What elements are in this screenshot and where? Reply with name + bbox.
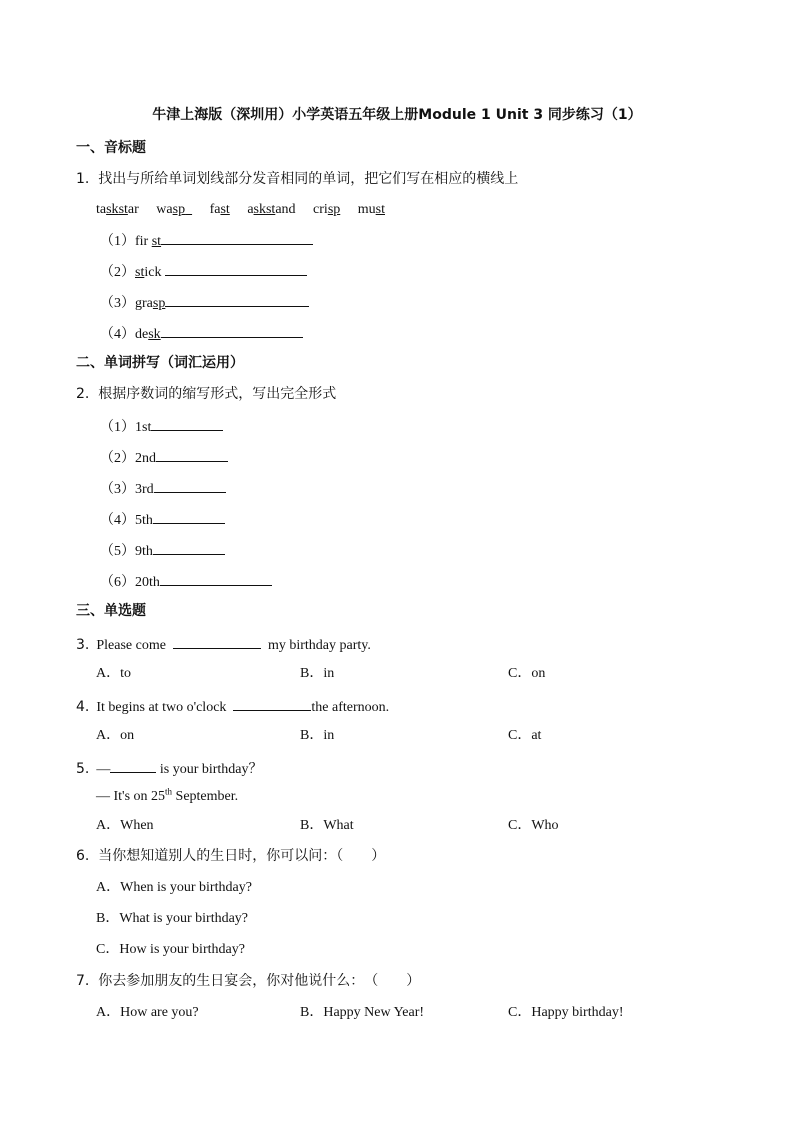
question-6 bbox=[76, 847, 385, 865]
question-number: 6. bbox=[76, 848, 90, 864]
answer-blank[interactable] bbox=[233, 696, 311, 711]
q2-item-5: （5）9th bbox=[100, 540, 225, 561]
question-number: 5. bbox=[76, 761, 90, 777]
q2-item-6: （6）20th bbox=[100, 571, 272, 592]
section-heading-phonetics: 一、音标题 bbox=[76, 140, 146, 156]
option-a[interactable]: A．on bbox=[96, 728, 135, 743]
question-1-stem bbox=[76, 170, 518, 188]
section-heading-single-choice: 三、单选题 bbox=[76, 603, 146, 619]
answer-blank[interactable] bbox=[165, 292, 309, 307]
option-b[interactable]: B．What is your birthday? bbox=[96, 911, 249, 926]
answer-blank[interactable] bbox=[156, 447, 228, 462]
q1-item-2: （2）stick bbox=[100, 261, 307, 282]
answer-blank[interactable] bbox=[161, 230, 313, 245]
given-word: taskstar bbox=[96, 202, 139, 217]
option-a[interactable]: A．When bbox=[96, 818, 154, 833]
given-words-row bbox=[96, 201, 399, 219]
q2-item-1: （1）1st bbox=[100, 416, 223, 437]
question-5: 5. — is your birthday？ bbox=[76, 758, 263, 779]
question-number: 2. bbox=[76, 386, 90, 402]
question-7 bbox=[76, 972, 420, 990]
option-c[interactable]: C．Who bbox=[508, 818, 559, 833]
answer-blank[interactable] bbox=[161, 323, 303, 338]
answer-blank[interactable] bbox=[173, 634, 261, 649]
question-number: 4. bbox=[76, 699, 90, 715]
question-text: 根据序数词的缩写形式，写出完全形式 bbox=[98, 386, 337, 402]
option-a[interactable]: A．to bbox=[96, 666, 131, 681]
option-c[interactable]: C．on bbox=[508, 666, 546, 681]
option-a[interactable]: A．When is your birthday? bbox=[96, 880, 252, 895]
q1-item-3: （3）grasp bbox=[100, 292, 309, 313]
q2-item-3: （3）3rd bbox=[100, 478, 226, 499]
answer-blank[interactable] bbox=[160, 571, 272, 586]
question-number: 3. bbox=[76, 637, 90, 653]
option-a[interactable]: A．How are you? bbox=[96, 1005, 199, 1020]
q1-item-4: （4）desk bbox=[100, 323, 303, 344]
option-b[interactable]: B．in bbox=[300, 728, 335, 743]
q1-item-1: （1）fir st bbox=[100, 230, 313, 251]
given-word: askstand bbox=[247, 202, 296, 217]
question-5-answer: — It's on 25th September. bbox=[96, 786, 239, 804]
answer-blank[interactable] bbox=[165, 261, 307, 276]
q2-item-2: （2）2nd bbox=[100, 447, 228, 468]
answer-blank[interactable] bbox=[110, 758, 156, 773]
question-number: 1. bbox=[76, 171, 90, 187]
question-3: 3. Please come my birthday party. bbox=[76, 634, 371, 655]
option-b[interactable]: B．in bbox=[300, 666, 335, 681]
option-b[interactable]: B．Happy New Year! bbox=[300, 1005, 425, 1020]
question-number: 7. bbox=[76, 973, 90, 989]
answer-blank[interactable] bbox=[154, 478, 226, 493]
given-word: crisp bbox=[313, 202, 341, 217]
question-2-stem bbox=[76, 385, 336, 403]
option-c[interactable]: C．How is your birthday? bbox=[96, 942, 245, 957]
answer-blank[interactable] bbox=[153, 540, 225, 555]
answer-blank[interactable] bbox=[151, 416, 223, 431]
option-c[interactable]: C．Happy birthday! bbox=[508, 1005, 624, 1020]
option-b[interactable]: B．What bbox=[300, 818, 354, 833]
question-text: 当你想知道别人的生日时，你可以问：（ ） bbox=[98, 848, 386, 864]
question-text: 你去参加朋友的生日宴会，你对他说什么： （ ） bbox=[98, 973, 421, 989]
section-heading-spelling: 二、单词拼写（词汇运用） bbox=[76, 355, 244, 371]
answer-blank[interactable] bbox=[153, 509, 225, 524]
question-4: 4. It begins at two o'clock the afternoon. bbox=[76, 696, 389, 717]
question-text: 找出与所给单词划线部分发音相同的单词，把它们写在相应的横线上 bbox=[98, 171, 519, 187]
page-title: 牛津上海版（深圳用）小学英语五年级上册Module 1 Unit 3 同步练习（1） bbox=[152, 107, 642, 123]
q2-item-4: （4）5th bbox=[100, 509, 225, 530]
given-word: must bbox=[357, 202, 385, 217]
given-word: fast bbox=[209, 202, 230, 217]
given-word: wasp bbox=[156, 202, 186, 217]
option-c[interactable]: C．at bbox=[508, 728, 542, 743]
